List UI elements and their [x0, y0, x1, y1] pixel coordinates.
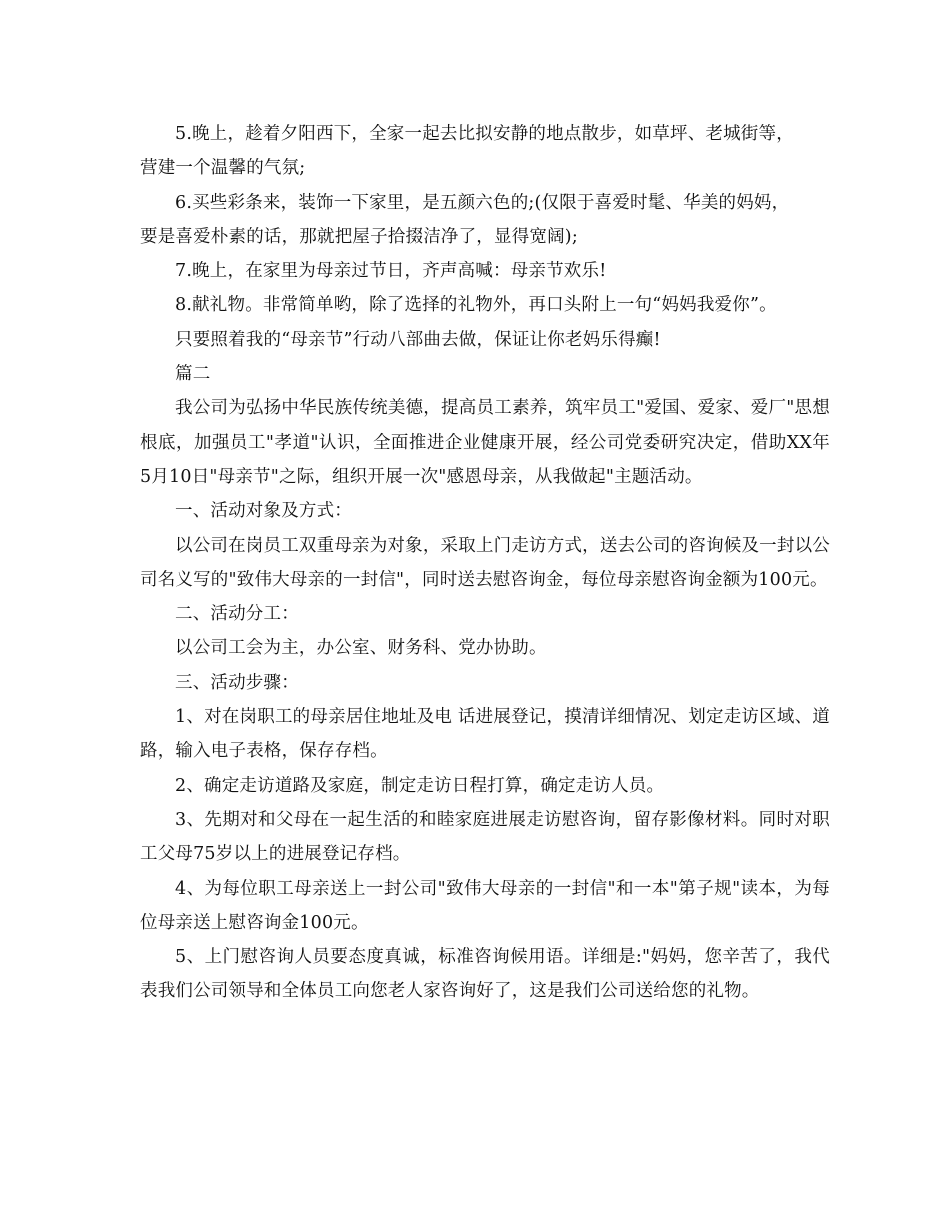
- paragraph-step-2: 2、确定走访道路及家庭，制定走访日程打算，确定走访人员。: [175, 775, 665, 796]
- document-body: [140, 117, 830, 1009]
- paragraph-intro: 我公司为弘扬中华民族传统美德，提高员工素养，筑牢员工"爱国、爱家、爱厂"思想根底，加强员工"孝道"认识，全面推进企业健康开展，经公司党委研究决定，借助XX年5月10日"母亲节"之际，组织开展一次"感恩母亲，从我做起"主题活动。: [140, 398, 830, 487]
- paragraph-step-1: 1、对在岗职工的母亲居住地址及电 话进展登记，摸清详细情况、划定走访区域、道路，输入电子表格，保存存档。: [140, 707, 830, 762]
- paragraph-step-5: 5、上门慰咨询人员要态度真诚，标准咨询候用语。详细是:"妈妈，您辛苦了，我代表我们公司领导和全体员工向您老人家咨询好了，这是我们公司送给您的礼物。: [140, 947, 830, 1002]
- heading-steps: 三、活动步骤：: [175, 672, 299, 693]
- section-heading-part2: 篇二: [175, 364, 211, 385]
- paragraph-target-method: 以公司在岗员工双重母亲为对象，采取上门走访方式，送去公司的咨询候及一封以公司名义写的"致伟大母亲的一封信"，同时送去慰咨询金，每位母亲慰咨询金额为100元。: [140, 535, 830, 590]
- paragraph-summary: 只要照着我的“母亲节”行动八部曲去做，保证让你老妈乐得癫!: [175, 329, 661, 350]
- paragraph-item8: 8.献礼物。非常简单哟，除了选择的礼物外，再口头附上一句“妈妈我爱你”。: [175, 295, 777, 316]
- paragraph-step-4: 4、为每位职工母亲送上一封公司"致伟大母亲的一封信"和一本"第子规"读本，为每位母亲送上慰咨询金100元。: [140, 878, 830, 933]
- paragraph-item6-cont: 要是喜爱朴素的话，那就把屋子拾掇洁净了，显得宽阔);: [140, 226, 578, 247]
- paragraph-item6: 6.买些彩条来，装饰一下家里，是五颜六色的;(仅限于喜爱时髦、华美的妈妈，: [175, 192, 790, 213]
- paragraph-step-3: 3、先期对和父母在一起生活的和睦家庭进展走访慰咨询，留存影像材料。同时对职工父母75岁以上的进展登记存档。: [140, 809, 830, 865]
- paragraph-item5-cont: 营建一个温馨的气氛;: [140, 158, 306, 179]
- heading-division: 二、活动分工：: [175, 604, 299, 625]
- paragraph-division: 以公司工会为主，办公室、财务科、党办协助。: [175, 638, 547, 659]
- paragraph-item5: 5.晚上，趁着夕阳西下，全家一起去比拟安静的地点散步，如草坪、老城街等，: [175, 124, 794, 144]
- paragraph-item7: 7.晚上，在家里为母亲过节日，齐声高喊：母亲节欢乐!: [175, 261, 607, 282]
- heading-target-method: 一、活动对象及方式：: [175, 501, 352, 522]
